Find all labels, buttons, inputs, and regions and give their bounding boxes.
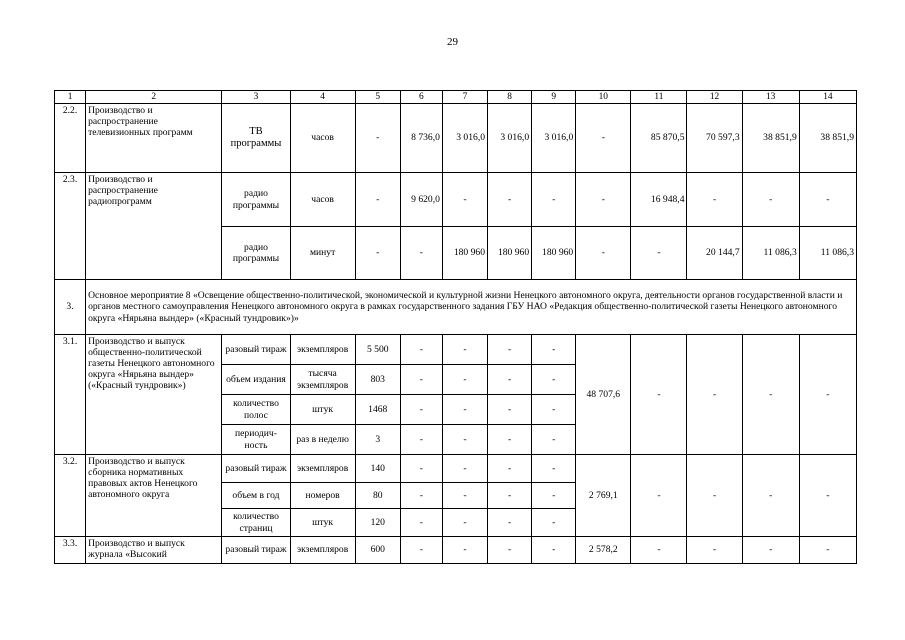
value-cell: 140: [355, 455, 400, 483]
column-number: 2: [86, 91, 222, 104]
value-cell: -: [532, 483, 576, 509]
value-cell: -: [442, 509, 487, 537]
value-cell: 16 948,4: [631, 173, 687, 227]
value-cell: 48 707,6: [576, 335, 631, 455]
value-cell: 180 960: [442, 227, 487, 280]
unit: минут: [290, 227, 355, 280]
main-activity-text: Основное мероприятие 8 «Освещение общественно-политической, экономической и культурной жизни Ненецкого автономного округа, деятельности органов государственной власти и органов местного самоуправления Ненецкого автономного округа в рамках государственного задания ГБУ НАО «Редакция общественно-политической газеты Ненецкого автономного округа «Нярьяна вындер» («Красный тундровик»)»: [86, 280, 857, 335]
column-number-row: [55, 91, 857, 104]
value-cell: -: [488, 173, 532, 227]
value-cell: -: [442, 455, 487, 483]
value-cell: -: [400, 483, 442, 509]
value-cell: -: [488, 537, 532, 564]
value-cell: -: [488, 509, 532, 537]
column-number: 12: [687, 91, 742, 104]
column-number: 7: [442, 91, 487, 104]
unit: экземпляров: [290, 537, 355, 564]
row-number: 3.1.: [55, 335, 86, 455]
value-cell: -: [400, 455, 442, 483]
value-cell: -: [631, 455, 687, 537]
value-cell: -: [442, 537, 487, 564]
value-cell: -: [532, 365, 576, 395]
value-cell: -: [355, 104, 400, 173]
value-cell: -: [742, 173, 799, 227]
value-cell: -: [631, 537, 687, 564]
indicator-kind: радио программы: [222, 227, 290, 280]
value-cell: -: [687, 537, 742, 564]
value-cell: 180 960: [488, 227, 532, 280]
value-cell: -: [442, 483, 487, 509]
value-cell: 3 016,0: [488, 104, 532, 173]
value-cell: -: [400, 395, 442, 425]
value-cell: 2 578,2: [576, 537, 631, 564]
row-number: 2.2.: [55, 104, 86, 173]
unit: штук: [290, 395, 355, 425]
value-cell: 11 086,3: [742, 227, 799, 280]
value-cell: 85 870,5: [631, 104, 687, 173]
row-name: Производство и распространение радиопрограмм: [86, 173, 222, 280]
column-number: 8: [488, 91, 532, 104]
value-cell: -: [742, 455, 799, 537]
indicator-kind: объем издания: [222, 365, 290, 395]
value-cell: -: [532, 395, 576, 425]
indicator-kind: радио программы: [222, 173, 290, 227]
value-cell: -: [400, 335, 442, 365]
value-cell: 3 016,0: [442, 104, 487, 173]
value-cell: -: [355, 227, 400, 280]
value-cell: -: [799, 173, 856, 227]
column-number: 3: [222, 91, 290, 104]
unit: часов: [290, 104, 355, 173]
column-number: 1: [55, 91, 86, 104]
value-cell: -: [631, 335, 687, 455]
value-cell: 11 086,3: [799, 227, 856, 280]
unit: экземпляров: [290, 335, 355, 365]
unit: часов: [290, 173, 355, 227]
unit: штук: [290, 509, 355, 537]
value-cell: -: [400, 509, 442, 537]
unit: экземпляров: [290, 455, 355, 483]
page-number: 29: [447, 36, 458, 48]
value-cell: -: [355, 173, 400, 227]
value-cell: -: [687, 455, 742, 537]
value-cell: -: [488, 365, 532, 395]
value-cell: -: [576, 227, 631, 280]
value-cell: -: [742, 537, 799, 564]
value-cell: -: [442, 425, 487, 455]
indicator-kind: разовый тираж: [222, 537, 290, 564]
table-row: [55, 335, 857, 365]
indicator-kind: разовый тираж: [222, 455, 290, 483]
value-cell: 1468: [355, 395, 400, 425]
program-table: [54, 90, 857, 564]
column-number: 13: [742, 91, 799, 104]
value-cell: -: [687, 173, 742, 227]
column-number: 4: [290, 91, 355, 104]
value-cell: -: [532, 425, 576, 455]
indicator-kind: ТВ программы: [222, 104, 290, 173]
value-cell: -: [488, 425, 532, 455]
column-number: 5: [355, 91, 400, 104]
unit: раз в неделю: [290, 425, 355, 455]
value-cell: -: [488, 455, 532, 483]
value-cell: 3 016,0: [532, 104, 576, 173]
value-cell: -: [532, 455, 576, 483]
value-cell: 38 851,9: [799, 104, 856, 173]
value-cell: 20 144,7: [687, 227, 742, 280]
unit: тысяча экземпляров: [290, 365, 355, 395]
column-number: 14: [799, 91, 856, 104]
value-cell: 803: [355, 365, 400, 395]
value-cell: 5 500: [355, 335, 400, 365]
value-cell: -: [532, 173, 576, 227]
indicator-kind: количество страниц: [222, 509, 290, 537]
value-cell: 3: [355, 425, 400, 455]
indicator-kind: количество полос: [222, 395, 290, 425]
value-cell: 80: [355, 483, 400, 509]
value-cell: -: [442, 335, 487, 365]
row-number: 3.2.: [55, 455, 86, 537]
value-cell: -: [687, 335, 742, 455]
value-cell: -: [400, 425, 442, 455]
row-name: Производство и распространение телевизионных программ: [86, 104, 222, 173]
value-cell: -: [442, 173, 487, 227]
value-cell: 70 597,3: [687, 104, 742, 173]
value-cell: -: [532, 335, 576, 365]
indicator-kind: разовый тираж: [222, 335, 290, 365]
unit: номеров: [290, 483, 355, 509]
indicator-kind: объем в год: [222, 483, 290, 509]
column-number: 6: [400, 91, 442, 104]
table-row: [55, 537, 857, 564]
row-number: 3.: [55, 280, 86, 335]
row-number: 2.3.: [55, 173, 86, 280]
value-cell: -: [442, 365, 487, 395]
value-cell: 38 851,9: [742, 104, 799, 173]
table-row: [55, 173, 857, 227]
value-cell: -: [742, 335, 799, 455]
value-cell: -: [576, 173, 631, 227]
value-cell: -: [532, 537, 576, 564]
value-cell: -: [488, 395, 532, 425]
row-name: Производство и выпуск журнала «Высокий: [86, 537, 222, 564]
value-cell: -: [400, 227, 442, 280]
value-cell: -: [442, 395, 487, 425]
value-cell: 120: [355, 509, 400, 537]
column-number: 10: [576, 91, 631, 104]
value-cell: 8 736,0: [400, 104, 442, 173]
row-name: Производство и выпуск общественно-политической газеты Ненецкого автономного округа «Нярьяна вындер» («Красный тундровик»): [86, 335, 222, 455]
row-number: 3.3.: [55, 537, 86, 564]
value-cell: 600: [355, 537, 400, 564]
value-cell: -: [400, 365, 442, 395]
indicator-kind: периодич-ность: [222, 425, 290, 455]
value-cell: -: [488, 483, 532, 509]
value-cell: -: [576, 104, 631, 173]
table-row: [55, 455, 857, 483]
column-number: 9: [532, 91, 576, 104]
value-cell: -: [799, 335, 856, 455]
row-name: Производство и выпуск сборника нормативных правовых актов Ненецкого автономного округа: [86, 455, 222, 537]
value-cell: -: [799, 455, 856, 537]
value-cell: 2 769,1: [576, 455, 631, 537]
value-cell: -: [532, 509, 576, 537]
value-cell: 180 960: [532, 227, 576, 280]
value-cell: -: [400, 537, 442, 564]
value-cell: -: [799, 537, 856, 564]
table-row: [55, 104, 857, 173]
value-cell: -: [488, 335, 532, 365]
value-cell: 9 620,0: [400, 173, 442, 227]
table-row: [55, 280, 857, 335]
column-number: 11: [631, 91, 687, 104]
value-cell: -: [631, 227, 687, 280]
